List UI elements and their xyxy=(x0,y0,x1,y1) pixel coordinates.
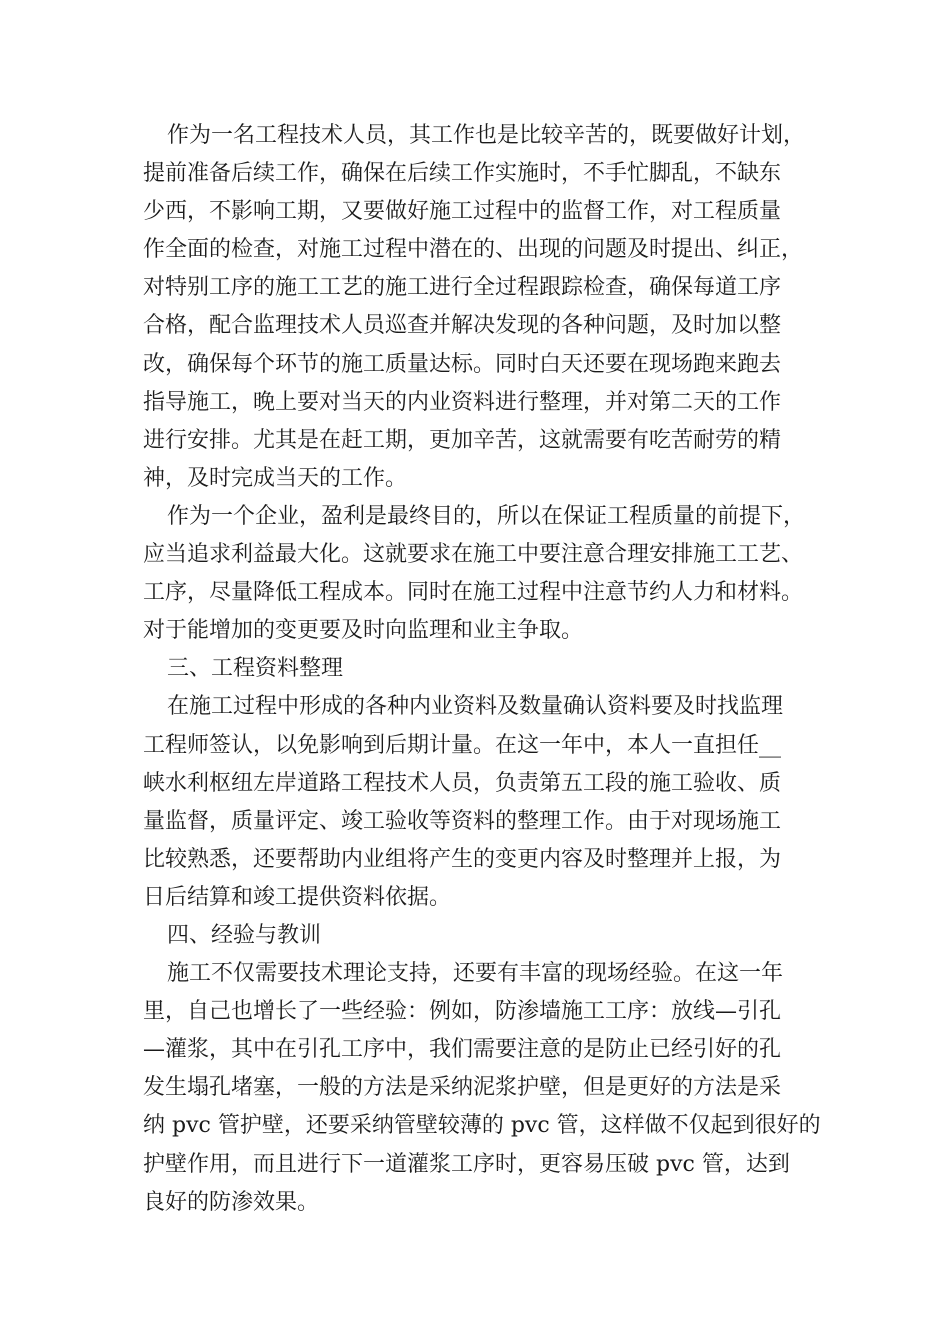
text-line: 合格，配合监理技术人员巡查并解决发现的各种问题，及时加以整 xyxy=(143,313,782,339)
text-line: 发生塌孔堵塞，一般的方法是采纳泥浆护壁，但是更好的方法是采 xyxy=(143,1075,782,1101)
paragraph-work-duties xyxy=(143,117,823,498)
text-line: 纳 pvc 管护壁，还要采纳管壁较薄的 pvc 管，这样做不仅起到很好的 xyxy=(143,1113,821,1139)
text-line: 比较熟悉，还要帮助内业组将产生的变更内容及时整理并上报，为 xyxy=(143,846,782,872)
text-line: 作为一个企业，盈利是最终目的，所以在保证工程质量的前提下， xyxy=(167,503,806,529)
paragraph-profit xyxy=(143,498,823,650)
section-heading-lessons xyxy=(143,917,823,955)
text-line: 作为一名工程技术人员，其工作也是比较辛苦的，既要做好计划， xyxy=(167,123,806,148)
document-body xyxy=(143,117,823,1222)
text-line: 对于能增加的变更要及时向监理和业主争取。 xyxy=(143,618,584,644)
text-line: 里，自己也增长了一些经验：例如，防渗墙施工工序：放线—引孔 xyxy=(143,999,782,1025)
paragraph-documentation xyxy=(143,688,823,917)
text-line: 少西，不影响工期，又要做好施工过程中的监督工作，对工程质量 xyxy=(143,199,782,225)
text-line: 日后结算和竣工提供资料依据。 xyxy=(143,884,452,910)
paragraph-lessons xyxy=(143,955,823,1222)
text-line: 工程师签认，以免影响到后期计量。在这一年中，本人一直担任__ xyxy=(143,732,782,758)
text-line: 改，确保每个环节的施工质量达标。同时白天还要在现场跑来跑去 xyxy=(143,351,782,377)
text-line: 在施工过程中形成的各种内业资料及数量确认资料要及时找监理 xyxy=(167,694,784,720)
heading-text: 四、经验与教训 xyxy=(167,922,322,948)
text-line: 进行安排。尤其是在赶工期，更加辛苦，这就需要有吃苦耐劳的精 xyxy=(143,427,782,453)
text-line: 应当追求利益最大化。这就要求在施工中要注意合理安排施工工艺、 xyxy=(143,542,804,568)
section-heading-documentation xyxy=(143,650,823,688)
text-line: 施工不仅需要技术理论支持，还要有丰富的现场经验。在这一年 xyxy=(167,961,784,987)
text-line: 工序，尽量降低工程成本。同时在施工过程中注意节约人力和材料。 xyxy=(143,580,804,606)
text-line: 指导施工，晚上要对当天的内业资料进行整理，并对第二天的工作 xyxy=(143,389,782,415)
text-line: 提前准备后续工作，确保在后续工作实施时，不手忙脚乱，不缺东 xyxy=(143,161,782,187)
text-line: 量监督，质量评定、竣工验收等资料的整理工作。由于对现场施工 xyxy=(143,808,782,834)
text-line: 对特别工序的施工工艺的施工进行全过程跟踪检查，确保每道工序 xyxy=(143,275,782,301)
text-line: 作全面的检查，对施工过程中潜在的、出现的问题及时提出、纠正， xyxy=(143,237,804,263)
heading-text: 三、工程资料整理 xyxy=(167,656,344,682)
text-line: 峡水利枢纽左岸道路工程技术人员，负责第五工段的施工验收、质 xyxy=(143,770,782,796)
text-line: 神，及时完成当天的工作。 xyxy=(143,465,408,491)
text-line: 护壁作用，而且进行下一道灌浆工序时，更容易压破 pvc 管，达到 xyxy=(143,1151,790,1177)
text-line: —灌浆，其中在引孔工序中，我们需要注意的是防止已经引好的孔 xyxy=(143,1037,782,1063)
text-line: 良好的防渗效果。 xyxy=(143,1189,320,1215)
